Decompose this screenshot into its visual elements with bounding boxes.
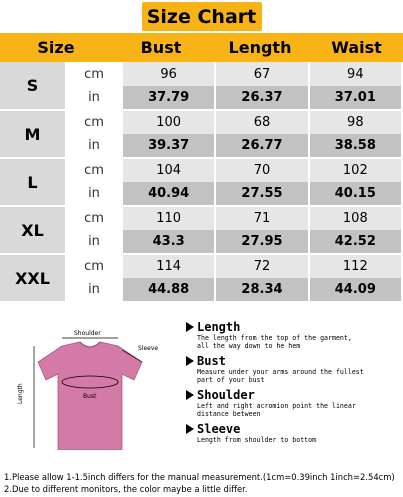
legend-title: Length: [197, 320, 241, 334]
size-label: L: [0, 158, 66, 206]
legend-item: [186, 354, 401, 384]
size-table: [0, 62, 403, 303]
cell-cm: 110: [122, 206, 215, 230]
unit-in: in: [66, 182, 122, 206]
cell-cm: 94: [309, 62, 402, 86]
cell-cm: 108: [309, 206, 402, 230]
cell-in: 42.52: [309, 230, 402, 254]
table-row: [0, 62, 402, 86]
table-row: [0, 158, 402, 182]
header-size: Size: [37, 38, 75, 57]
cell-in: 44.09: [309, 278, 402, 302]
cell-in: 37.01: [309, 86, 402, 110]
unit-in: in: [66, 278, 122, 302]
size-label: M: [0, 110, 66, 158]
unit-cm: cm: [66, 206, 122, 230]
unit-cm: cm: [66, 254, 122, 278]
length-label: Length: [17, 383, 24, 404]
table-row: [0, 206, 402, 230]
cell-in: 40.15: [309, 182, 402, 206]
legend-description: The length from the top of the garment,: [197, 334, 352, 342]
measurement-legend: [186, 320, 401, 448]
cell-in: 26.37: [215, 86, 308, 110]
title-bar: [0, 0, 403, 33]
cell-in: 40.94: [122, 182, 215, 206]
cell-in: 27.95: [215, 230, 308, 254]
cell-cm: 71: [215, 206, 308, 230]
note-2: 2.Due to different monitors, the color maybe a little differ.: [4, 484, 248, 494]
cell-cm: 102: [309, 158, 402, 182]
legend-item: [186, 388, 401, 418]
size-label: XL: [0, 206, 66, 254]
cell-in: 39.37: [122, 134, 215, 158]
legend-title: Bust: [197, 354, 226, 368]
table-header: [0, 33, 403, 62]
legend-title: Shoulder: [197, 388, 255, 402]
arrow-right-icon: [186, 322, 194, 332]
header-bust: Bust: [140, 38, 182, 57]
legend-item: [186, 422, 401, 444]
size-label: S: [0, 62, 66, 110]
unit-in: in: [66, 86, 122, 110]
legend-description: Length from shoulder to bottom: [197, 436, 317, 444]
unit-cm: cm: [66, 158, 122, 182]
shoulder-label: Shoulder: [74, 330, 101, 337]
cell-cm: 72: [215, 254, 308, 278]
cell-cm: 104: [122, 158, 215, 182]
sleeve-label: Sleeve: [138, 345, 159, 352]
cell-cm: 100: [122, 110, 215, 134]
header-length: Length: [228, 38, 292, 57]
table-row: [0, 110, 402, 134]
legend-title: Sleeve: [197, 422, 241, 436]
cell-in: 28.34: [215, 278, 308, 302]
legend-item: [186, 320, 401, 350]
arrow-right-icon: [186, 424, 194, 434]
table-row: [0, 254, 402, 278]
arrow-right-icon: [186, 390, 194, 400]
note-1: 1.Please allow 1-1.5inch differs for the manual measurement.(1cm=0.39inch 1inch=2.54cm): [4, 472, 395, 482]
arrow-right-icon: [186, 356, 194, 366]
legend-description: part of your bust: [197, 376, 265, 384]
cell-cm: 96: [122, 62, 215, 86]
cell-in: 26.77: [215, 134, 308, 158]
measurement-guide: [0, 310, 403, 450]
unit-cm: cm: [66, 62, 122, 86]
legend-description: Measure under your arms around the fullest: [197, 368, 364, 376]
legend-description: Left and right acromion point the linear: [197, 402, 356, 410]
cell-cm: 98: [309, 110, 402, 134]
notes: [4, 471, 403, 495]
cell-in: 38.58: [309, 134, 402, 158]
legend-description: distance between: [197, 410, 261, 418]
unit-in: in: [66, 134, 122, 158]
cell-in: 44.88: [122, 278, 215, 302]
size-chart-title: Size Chart: [142, 2, 262, 31]
size-label: XXL: [0, 254, 66, 302]
header-waist: Waist: [331, 38, 382, 57]
cell-in: 27.55: [215, 182, 308, 206]
cell-cm: 70: [215, 158, 308, 182]
cell-in: 43.3: [122, 230, 215, 254]
tshirt-diagram: [10, 328, 170, 450]
cell-cm: 114: [122, 254, 215, 278]
cell-cm: 68: [215, 110, 308, 134]
cell-cm: 112: [309, 254, 402, 278]
cell-in: 37.79: [122, 86, 215, 110]
bust-label: Bust: [83, 393, 97, 400]
unit-cm: cm: [66, 110, 122, 134]
cell-cm: 67: [215, 62, 308, 86]
legend-description: all the way down to he hem: [197, 342, 301, 350]
unit-in: in: [66, 230, 122, 254]
